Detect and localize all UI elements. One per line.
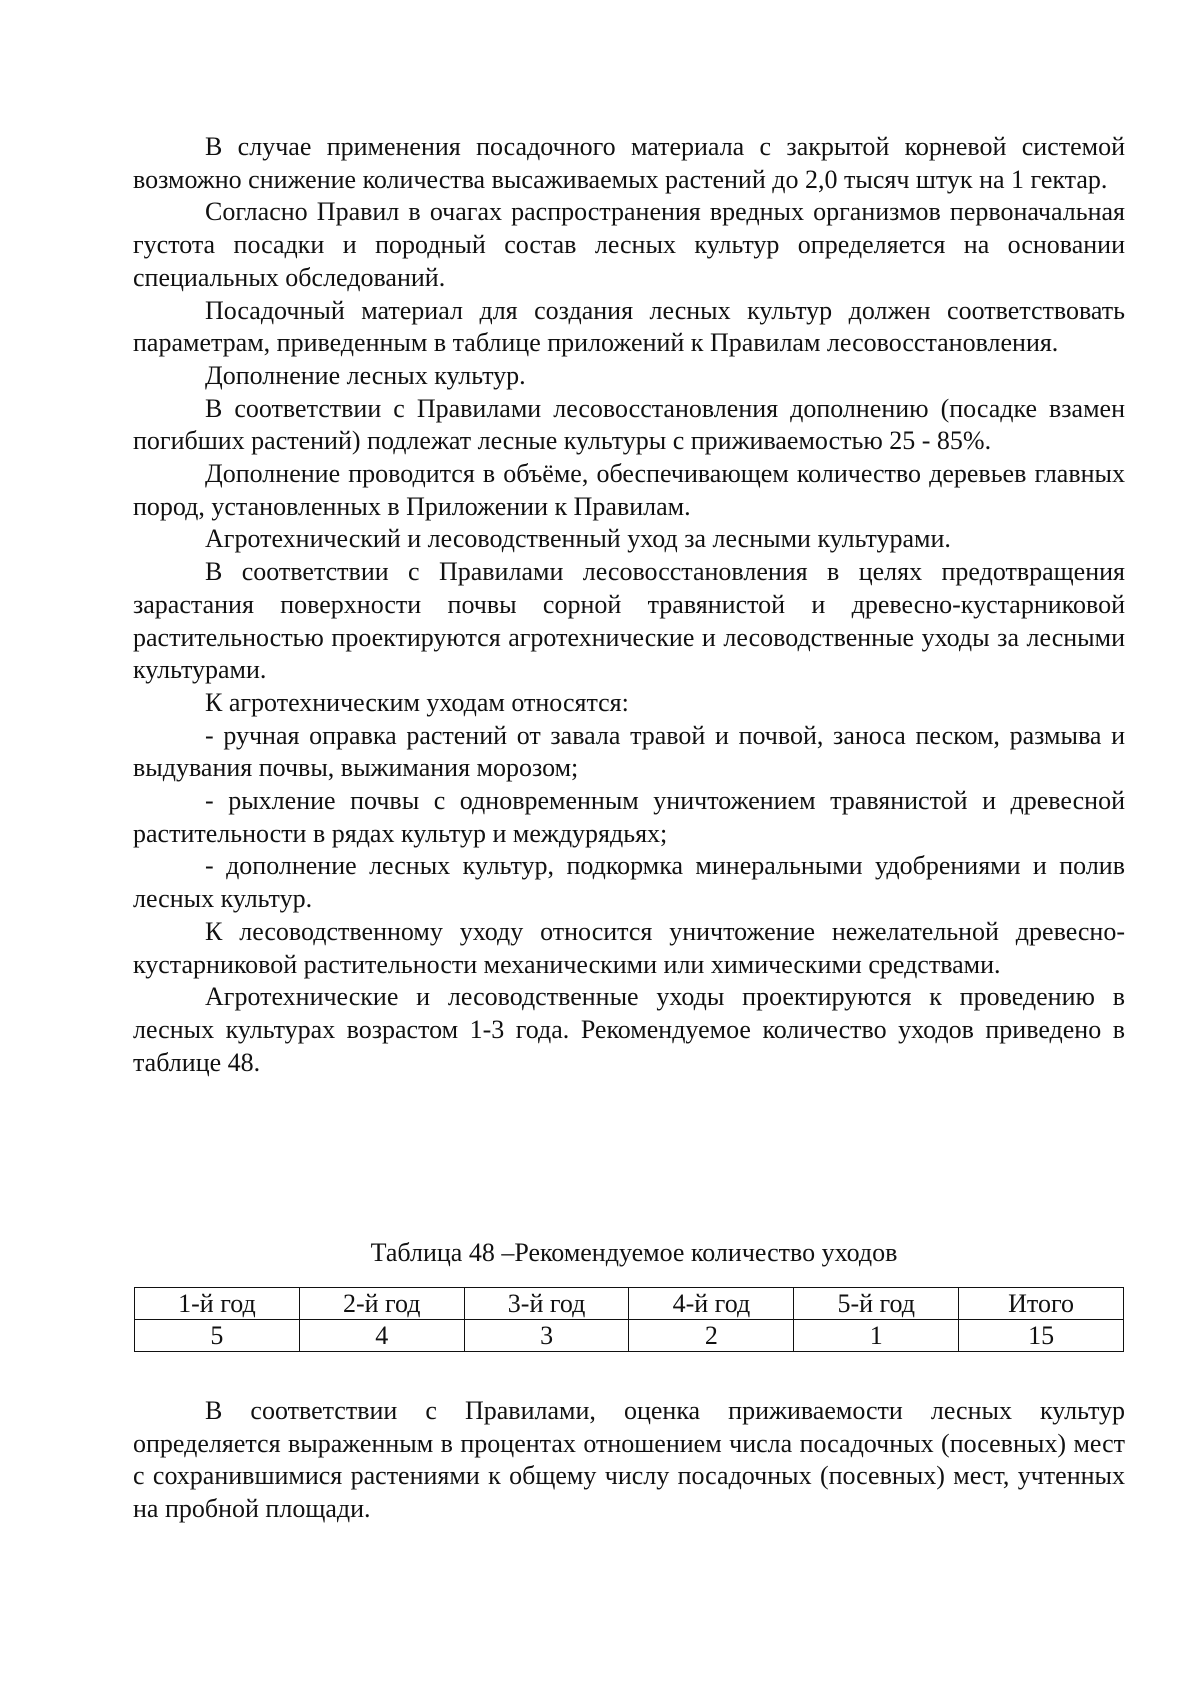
paragraph-pest-outbreaks: Согласно Правил в очагах распространения вредных организмов первоначальная густота посадки и породный состав лесных культур определяется на основании специальных обследований.	[133, 197, 1125, 292]
table-cell: 4	[299, 1320, 464, 1352]
heading-care: Агротехнический и лесоводственный уход за лесными культурами.	[205, 524, 951, 554]
table-cell: 3	[464, 1320, 629, 1352]
list-item-loosening: - рыхление почвы с одновременным уничтожением травянистой и древесной растительности в рядах культур и междурядьях;	[133, 786, 1125, 848]
table-cell: 1	[794, 1320, 959, 1352]
paragraph-care-purpose: В соответствии с Правилами лесовосстановления в целях предотвращения зарастания поверхности почвы сорной травянистой и древесно-кустарниковой растительностью проектируются агротехнические и лесоводственные уходы за лесными культурами.	[133, 557, 1125, 685]
table-caption: Таблица 48 –Рекомендуемое количество уходов	[370, 1238, 898, 1267]
closing-text	[133, 1395, 1125, 1526]
list-item-manual-straightening: - ручная оправка растений от завала травой и почвой, заноса песком, размыва и выдувания почвы, выжимания морозом;	[133, 720, 1125, 783]
table-header-cell: 1-й год	[135, 1288, 300, 1320]
paragraph-agrotech-intro: К агротехническим уходам относятся:	[205, 687, 629, 717]
paragraph-closed-root-material: В случае применения посадочного материала с закрытой корневой системой возможно снижение количества высаживаемых растений до 2,0 тысяч штук на 1 гектар.	[133, 132, 1125, 194]
table-header-cell: Итого	[959, 1288, 1124, 1320]
table-header-cell: 4-й год	[629, 1288, 794, 1320]
paragraph-care-schedule: Агротехнические и лесоводственные уходы проектируются к проведению в лесных культурах возрастом 1-3 года. Рекомендуемое количество уходов приведено в таблице 48.	[133, 982, 1125, 1077]
table-header-row	[135, 1288, 1124, 1320]
paragraph-supplement-volume: Дополнение проводится в объёме, обеспечивающем количество деревьев главных пород, установленных в Приложении к Правилам.	[133, 459, 1125, 521]
table-cell: 2	[629, 1320, 794, 1352]
table-header-cell: 3-й год	[464, 1288, 629, 1320]
paragraph-planting-material: Посадочный материал для создания лесных культур должен соответствовать параметрам, приведенным в таблице приложений к Правилам лесовосстановления.	[133, 295, 1125, 358]
table-cell: 5	[135, 1320, 300, 1352]
table-row	[135, 1320, 1124, 1352]
care-count-table	[134, 1287, 1124, 1352]
table-header-cell: 2-й год	[299, 1288, 464, 1320]
paragraph-survival-assessment: В соответствии с Правилами, оценка приживаемости лесных культур определяется выраженным в процентах отношением числа посадочных (посевных) мест с сохранившимися растениями к общему числу посадочных (посевных) мест, учтенных на пробной площади.	[133, 1396, 1125, 1524]
heading-supplement: Дополнение лесных культур.	[205, 360, 526, 390]
list-item-supplement-fertilizing: - дополнение лесных культур, подкормка минеральными удобрениями и полив лесных культур.	[133, 851, 1125, 914]
body-text	[133, 131, 1125, 1079]
paragraph-supplement-rule: В соответствии с Правилами лесовосстановления дополнению (посадке взамен погибших растений) подлежат лесные культуры с приживаемостью 25 - 85%.	[133, 393, 1125, 456]
paragraph-silvicultural-care: К лесоводственному уходу относится уничтожение нежелательной древесно-кустарниковой растительности механическими или химическими средствами.	[133, 916, 1125, 979]
table-header-cell: 5-й год	[794, 1288, 959, 1320]
table-cell: 15	[959, 1320, 1124, 1352]
